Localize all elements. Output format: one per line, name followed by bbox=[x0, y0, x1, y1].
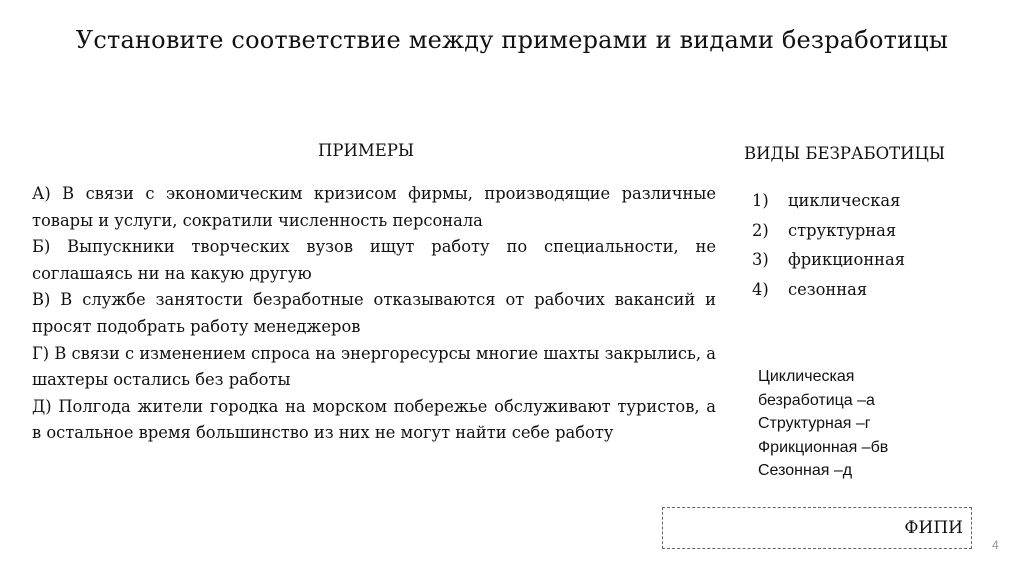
type-item bbox=[752, 275, 905, 305]
answer-line: безработица –а bbox=[758, 391, 875, 409]
answer-line: Циклическая bbox=[758, 368, 855, 385]
type-number: 1) bbox=[752, 191, 769, 210]
types-list bbox=[752, 186, 905, 304]
answer-line: Сезонная –д bbox=[758, 462, 853, 479]
example-item: Д) Полгода жители городка на морском побережье обслуживают туристов, а в остальное время большинство из них не могут найти себе работу bbox=[32, 396, 716, 443]
slide-title: Установите соответствие между примерами и видами безработицы bbox=[75, 26, 949, 54]
type-item bbox=[752, 186, 905, 216]
type-number: 2) bbox=[752, 220, 769, 240]
type-label: циклическая bbox=[788, 191, 901, 210]
example-item: Г) В связи с изменением спроса на энергоресурсы многие шахты закрылись, а шахтеры остались без работы bbox=[32, 343, 716, 390]
examples-header: ПРИМЕРЫ bbox=[318, 141, 415, 160]
example-item: В) В службе занятости безработные отказываются от рабочих вакансий и просят подобрать работу менеджеров bbox=[32, 290, 716, 336]
type-item bbox=[752, 245, 905, 275]
type-label: фрикционная bbox=[788, 250, 905, 269]
type-number: 4) bbox=[752, 279, 769, 299]
slide-number: 4 bbox=[992, 538, 999, 552]
examples-list bbox=[32, 181, 716, 447]
example-item: Б) Выпускники творческих вузов ищут работу по специальности, не соглашаясь ни на какую другую bbox=[32, 237, 716, 283]
types-header: ВИДЫ БЕЗРАБОТИЦЫ bbox=[744, 144, 946, 163]
type-label: структурная bbox=[788, 220, 897, 240]
type-item bbox=[752, 216, 905, 246]
answer-line: Структурная –г bbox=[758, 415, 871, 432]
type-label: сезонная bbox=[788, 279, 868, 299]
answer-line: Фрикционная –бв bbox=[758, 438, 889, 456]
answer-block bbox=[758, 365, 888, 483]
example-item: А) В связи с экономическим кризисом фирмы, производящие различные товары и услуги, сократили численность персонала bbox=[32, 184, 716, 230]
type-number: 3) bbox=[752, 250, 769, 269]
source-label: ФИПИ bbox=[904, 518, 963, 538]
source-box bbox=[662, 507, 972, 549]
